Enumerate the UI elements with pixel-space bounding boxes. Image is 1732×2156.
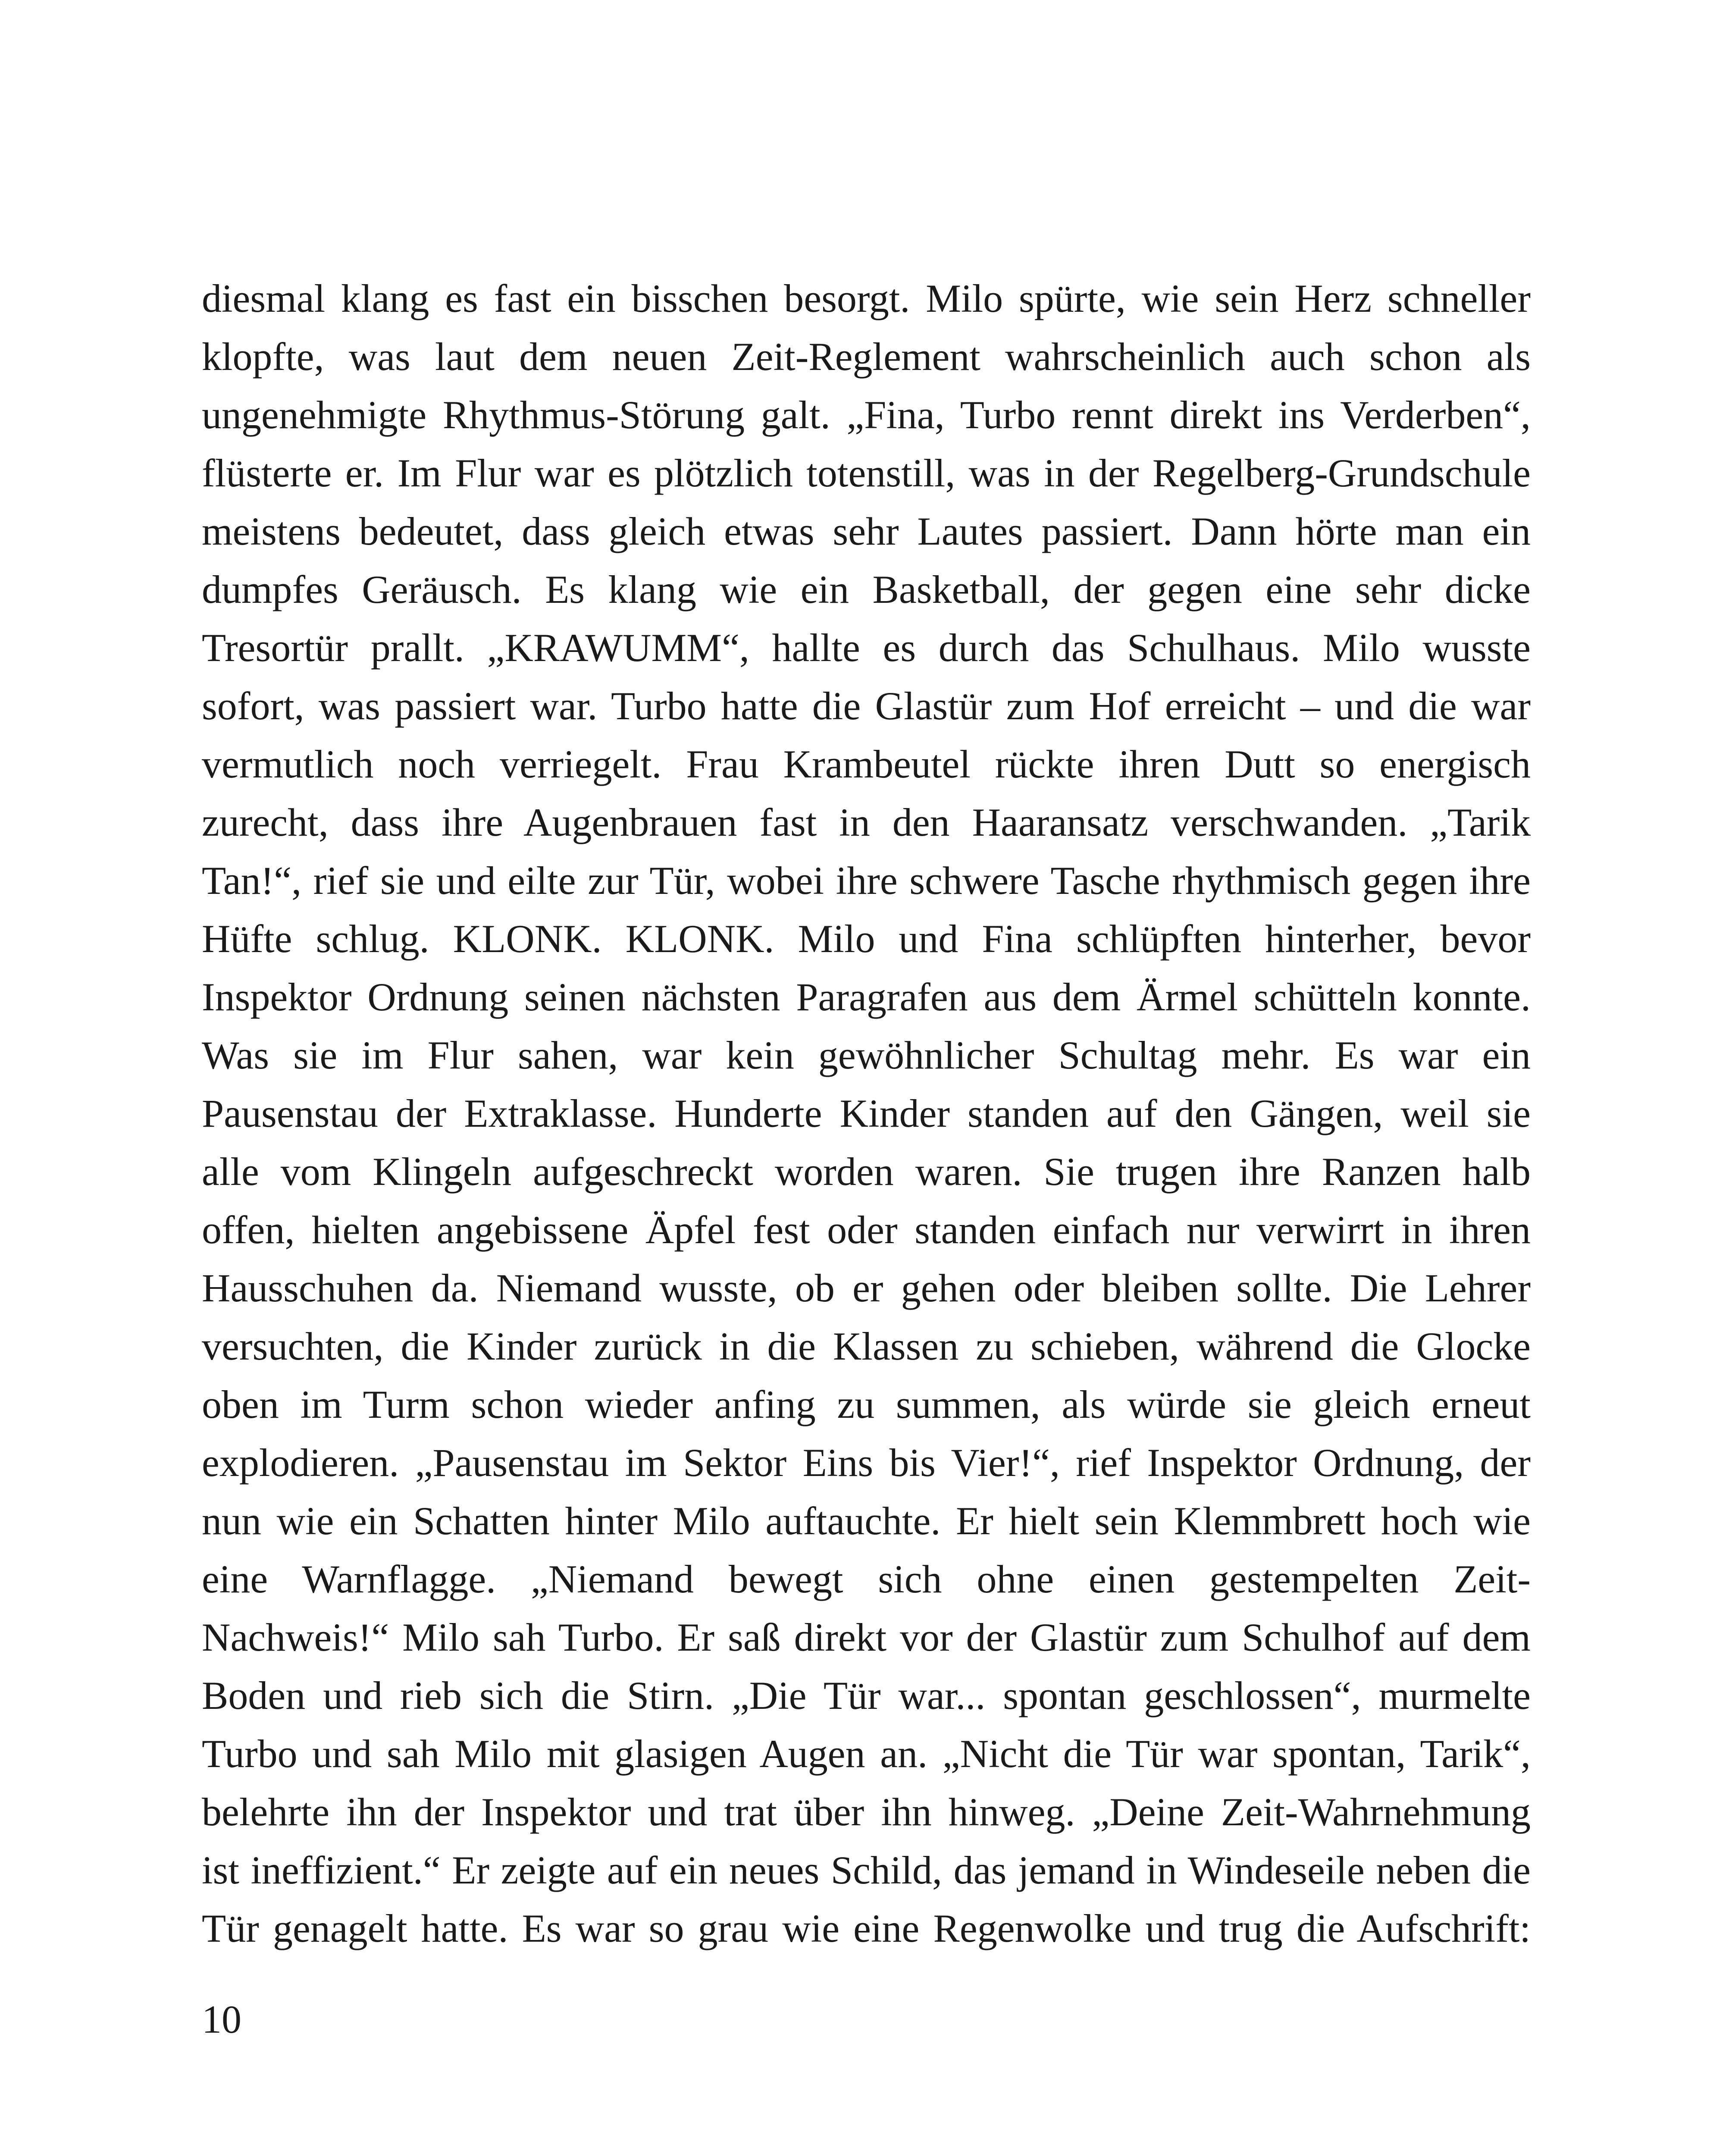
text-line: vermutlich noch verriegelt. Frau Krambeutel rückte ihren Dutt so energisch (202, 742, 1531, 786)
text-line: Turbo und sah Milo mit glasigen Augen an. „Nicht die Tür war spontan, Tarik“, (202, 1732, 1531, 1776)
text-line: flüsterte er. Im Flur war es plötzlich totenstill, was in der Regelberg-Grundschule (202, 451, 1531, 495)
text-line: dumpfes Geräusch. Es klang wie ein Basketball, der gegen eine sehr dicke (202, 567, 1531, 611)
text-line: oben im Turm schon wieder anfing zu summen, als würde sie gleich erneut (202, 1382, 1531, 1426)
text-line: Hüfte schlug. KLONK. KLONK. Milo und Fina schlüpften hinterher, bevor (202, 917, 1531, 961)
text-line: offen, hielten angebissene Äpfel fest oder standen einfach nur verwirrt in ihren (202, 1208, 1531, 1252)
body-text (202, 270, 1531, 1958)
text-line: ungenehmigte Rhythmus-Störung galt. „Fina, Turbo rennt direkt ins Verderben“, (202, 393, 1531, 437)
page-number: 10 (202, 1997, 241, 2041)
text-line: Boden und rieb sich die Stirn. „Die Tür war... spontan geschlossen“, murmelte (202, 1673, 1531, 1717)
text-line: klopfte, was laut dem neuen Zeit-Reglement wahrscheinlich auch schon als (202, 335, 1531, 379)
text-line: Pausenstau der Extraklasse. Hunderte Kinder standen auf den Gängen, weil sie (202, 1091, 1531, 1135)
text-line: alle vom Klingeln aufgeschreckt worden waren. Sie trugen ihre Ranzen halb (202, 1150, 1531, 1194)
text-line: diesmal klang es fast ein bisschen besorgt. Milo spürte, wie sein Herz schneller (202, 276, 1531, 320)
text-line: nun wie ein Schatten hinter Milo auftauchte. Er hielt sein Klemmbrett hoch wie (202, 1499, 1531, 1543)
text-line: belehrte ihn der Inspektor und trat über ihn hinweg. „Deine Zeit-Wahrnehmung (202, 1790, 1531, 1834)
text-line: ist ineffizient.“ Er zeigte auf ein neues Schild, das jemand in Windeseile neben die (202, 1848, 1531, 1892)
text-line: Tan!“, rief sie und eilte zur Tür, wobei ihre schwere Tasche rhythmisch gegen ihre (202, 859, 1531, 903)
text-line: Nachweis!“ Milo sah Turbo. Er saß direkt vor der Glastür zum Schulhof auf dem (202, 1615, 1531, 1659)
text-line: sofort, was passiert war. Turbo hatte die Glastür zum Hof erreicht – und die war (202, 684, 1531, 728)
text-line: zurecht, dass ihre Augenbrauen fast in den Haaransatz verschwanden. „Tarik (202, 800, 1531, 844)
text-line: meistens bedeutet, dass gleich etwas sehr Lautes passiert. Dann hörte man ein (202, 509, 1531, 553)
text-line: versuchten, die Kinder zurück in die Klassen zu schieben, während die Glocke (202, 1324, 1531, 1368)
text-line: Hausschuhen da. Niemand wusste, ob er gehen oder bleiben sollte. Die Lehrer (202, 1266, 1531, 1310)
text-line: Tür genagelt hatte. Es war so grau wie eine Regenwolke und trug die Aufschrift: (202, 1906, 1531, 1950)
text-line: eine Warnflagge. „Niemand bewegt sich ohne einen gestempelten Zeit- (202, 1557, 1531, 1601)
text-line: explodieren. „Pausenstau im Sektor Eins bis Vier!“, rief Inspektor Ordnung, der (202, 1441, 1531, 1485)
text-line: Tresortür prallt. „KRAWUMM“, hallte es durch das Schulhaus. Milo wusste (202, 626, 1531, 670)
text-line: Inspektor Ordnung seinen nächsten Paragrafen aus dem Ärmel schütteln konnte. (202, 975, 1531, 1019)
text-line: Was sie im Flur sahen, war kein gewöhnlicher Schultag mehr. Es war ein (202, 1033, 1531, 1077)
